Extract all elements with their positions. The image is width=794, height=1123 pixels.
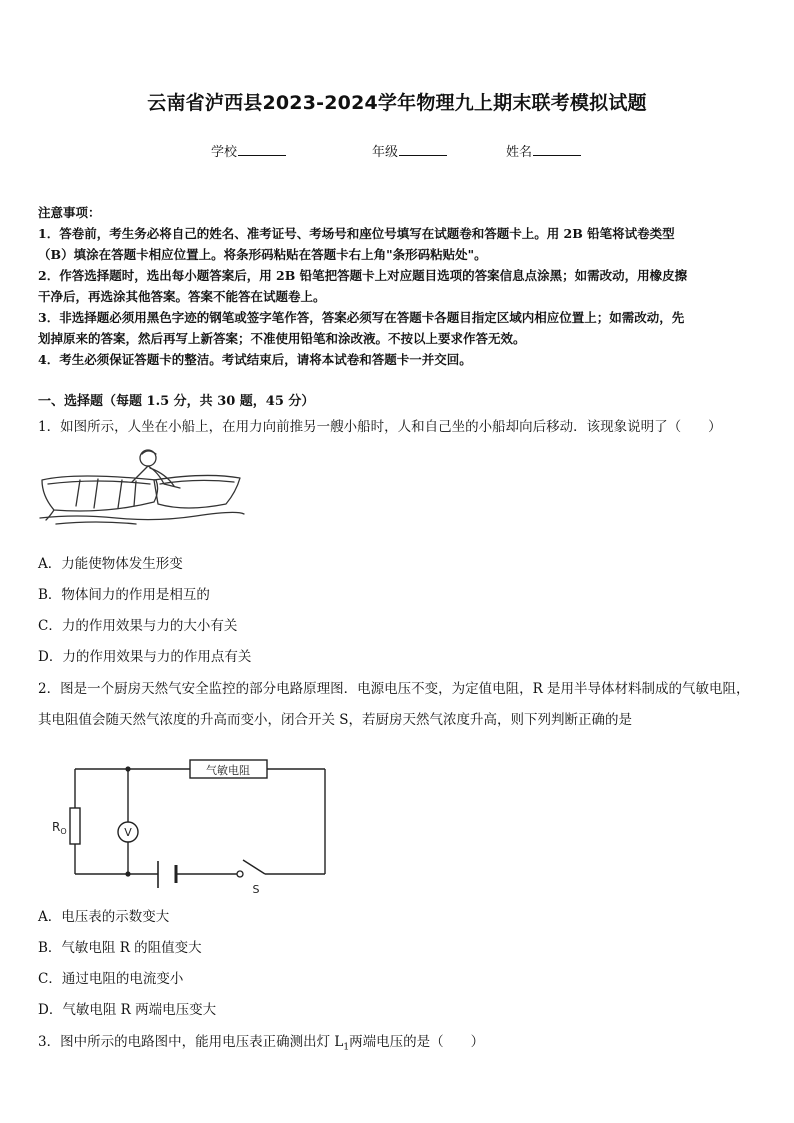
school-label: 学校	[211, 145, 238, 160]
notice-line: 2．作答选择题时，选出每小题答案后，用 2B 铅笔把答题卡上对应题目选项的答案信息点涂黑；如需改动，用橡皮擦	[38, 268, 688, 283]
question-1-option-d: D．力的作用效果与力的作用点有关	[38, 649, 252, 665]
question-2-option-c: C．通过电阻的电流变小	[38, 971, 184, 987]
notice-line: （B）填涂在答题卡相应位置上。将条形码粘贴在答题卡右上角"条形码粘贴处"。	[38, 247, 487, 262]
notice-line: 3．非选择题必须用黑色字迹的钢笔或签字笔作答，答案必须写在答题卡各题目指定区域内相应位置上；如需改动，先	[38, 310, 685, 325]
grade-blank	[399, 143, 447, 156]
notice-heading: 注意事项：	[38, 205, 101, 220]
section-heading: 一、选择题（每题 1.5 分，共 30 题，45 分）	[38, 394, 315, 409]
r0-label: $R_O$	[52, 820, 67, 836]
name-label: 姓名	[506, 145, 533, 160]
switch-blade	[243, 860, 265, 874]
grade-field	[372, 141, 447, 160]
question-2-stem-line-2: 其电阻值会随天然气浓度的升高而变小，闭合开关 S，若厨房天然气浓度升高，则下列判断正确的是	[38, 712, 633, 728]
voltmeter-label: V	[124, 826, 132, 839]
r0-resistor	[70, 808, 80, 844]
gas-sensor-label: 气敏电阻	[206, 764, 250, 777]
school-blank	[238, 143, 286, 156]
question-3-stem: 3．图中所示的电路图中，能用电压表正确测出灯 $L_1$两端电压的是（ ）	[38, 1034, 485, 1053]
notice-line: 1．答卷前，考生务必将自己的姓名、准考证号、考场号和座位号填写在试题卷和答题卡上。用 2B 铅笔将试卷类型	[38, 226, 675, 241]
name-field	[506, 141, 581, 160]
question-1-option-b: B．物体间力的作用是相互的	[38, 587, 210, 603]
page-title: 云南省泸西县2023-2024学年物理九上期末联考模拟试题	[147, 92, 647, 114]
question-2-stem-line-1: 2．图是一个厨房天然气安全监控的部分电路原理图．电源电压不变，为定值电阻，R 是用半导体材料制成的气敏电阻，	[38, 681, 750, 697]
circuit-diagram	[40, 752, 340, 902]
question-1-option-a: A．力能使物体发生形变	[38, 556, 183, 572]
notice-line: 4．考生必须保证答题卡的整洁。考试结束后，请将本试卷和答题卡一并交回。	[38, 352, 472, 367]
junction-dot	[125, 766, 130, 771]
question-1-option-c: C．力的作用效果与力的大小有关	[38, 618, 238, 634]
school-field	[211, 141, 286, 160]
junction-dot	[125, 871, 130, 876]
switch-label: S	[252, 883, 260, 896]
name-blank	[533, 143, 581, 156]
boat-illustration	[36, 444, 246, 532]
notice-line: 划掉原来的答案，然后再写上新答案；不准使用铅笔和涂改液。不按以上要求作答无效。	[38, 331, 526, 346]
switch-contact	[237, 871, 243, 877]
grade-label: 年级	[372, 145, 399, 160]
question-1-stem: 1．如图所示，人坐在小船上，在用力向前推另一艘小船时，人和自己坐的小船却向后移动．该现象说明了（ ）	[38, 419, 722, 435]
question-2-option-d: D．气敏电阻 R 两端电压变大	[38, 1002, 217, 1018]
notice-line: 干净后，再选涂其他答案。答案不能答在试题卷上。	[38, 289, 326, 304]
question-2-option-b: B．气敏电阻 R 的阻值变大	[38, 940, 202, 956]
question-2-option-a: A．电压表的示数变大	[38, 909, 170, 925]
